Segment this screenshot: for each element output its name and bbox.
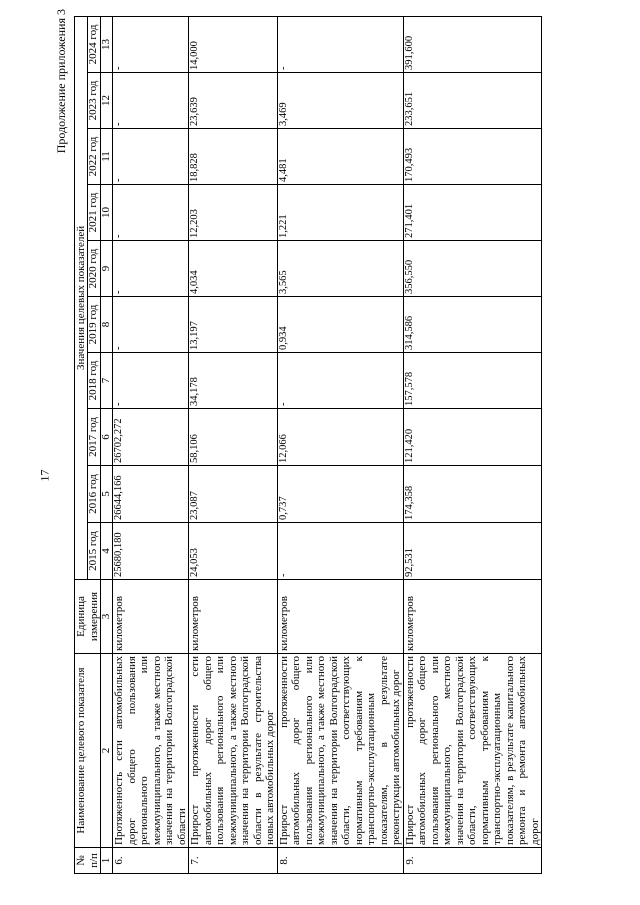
unit-cell: километров: [189, 580, 278, 654]
continuation-label: Продолжение приложения 3: [54, 9, 68, 154]
value-cell: 271,401: [403, 185, 542, 241]
value-cell: -: [113, 241, 189, 297]
header-year: 2016 год: [88, 466, 101, 523]
table-row: [113, 16, 189, 873]
value-cell: 4,481: [277, 129, 403, 185]
column-number: 4: [101, 523, 113, 580]
value-cell: 25680,180: [113, 523, 189, 580]
row-number: 7.: [189, 848, 278, 874]
value-cell: 121,420: [403, 409, 542, 466]
table-row: [189, 16, 278, 873]
header-year: 2018 год: [88, 353, 101, 409]
table-row: [403, 16, 542, 873]
value-cell: 92,531: [403, 523, 542, 580]
column-number: 9: [101, 241, 113, 297]
value-cell: -: [113, 297, 189, 353]
column-number: 3: [101, 580, 113, 654]
unit-cell: километров: [403, 580, 542, 654]
header-year: 2023 год: [88, 73, 101, 129]
value-cell: 26644,166: [113, 466, 189, 523]
value-cell: 4,034: [189, 241, 278, 297]
value-cell: -: [113, 16, 189, 72]
header-year: 2015 год: [88, 523, 101, 580]
indicator-name: Прирост протяженности автомобильных дорог общего пользования регионального или межмуниципального, а также местного значения на территории Волгоградской области, соответствующих нормативным требованиям к транспортно-эксплуатационным показателям, в результате реконструкции автомобильных дорог: [277, 654, 403, 848]
value-cell: 34,178: [189, 353, 278, 409]
value-cell: 233,651: [403, 73, 542, 129]
value-cell: 356,550: [403, 241, 542, 297]
row-number: 9.: [403, 848, 542, 874]
row-number: 6.: [113, 848, 189, 874]
value-cell: 13,197: [189, 297, 278, 353]
value-cell: 157,578: [403, 353, 542, 409]
value-cell: -: [277, 353, 403, 409]
value-cell: 23,087: [189, 466, 278, 523]
header-year: 2019 год: [88, 297, 101, 353]
value-cell: -: [277, 523, 403, 580]
header-year: 2022 год: [88, 129, 101, 185]
header-year: 2024 год: [88, 16, 101, 72]
indicator-name: Прирост протяженности сети автомобильных дорог общего пользования регионального или межмуниципального, а также местного значения на территории Волгоградской области в результате строительства новых автомобильных дорог: [189, 654, 278, 848]
value-cell: 12,203: [189, 185, 278, 241]
header-indicator-name: Наименование целевого показателя: [75, 654, 101, 848]
row-number: 8.: [277, 848, 403, 874]
value-cell: 0,934: [277, 297, 403, 353]
target-indicators-table: [74, 16, 542, 874]
column-number: 5: [101, 466, 113, 523]
column-number: 2: [101, 654, 113, 848]
header-unit: Единица измерения: [75, 580, 101, 654]
column-number: 8: [101, 297, 113, 353]
value-cell: 26702,272: [113, 409, 189, 466]
value-cell: 391,600: [403, 16, 542, 72]
value-cell: 58,106: [189, 409, 278, 466]
value-cell: -: [113, 73, 189, 129]
value-cell: 14,000: [189, 16, 278, 72]
column-number: 10: [101, 185, 113, 241]
value-cell: -: [113, 185, 189, 241]
column-number: 6: [101, 409, 113, 466]
column-number: 12: [101, 73, 113, 129]
value-cell: 23,639: [189, 73, 278, 129]
value-cell: -: [113, 353, 189, 409]
value-cell: -: [113, 129, 189, 185]
rotated-document-page: [48, 0, 603, 880]
value-cell: 18,828: [189, 129, 278, 185]
value-cell: 174,358: [403, 466, 542, 523]
header-year: 2017 год: [88, 409, 101, 466]
value-cell: 3,565: [277, 241, 403, 297]
column-number: 13: [101, 16, 113, 72]
indicator-name: Протяженность сети автомобильных дорог общего пользования регионального или межмуниципального, а также местного значения на территории Волгоградской области: [113, 654, 189, 848]
column-number: 7: [101, 353, 113, 409]
value-cell: 314,586: [403, 297, 542, 353]
page-number: 17: [37, 469, 52, 482]
indicator-name: Прирост протяженности автомобильных дорог общего пользования регионального или межмуниципального, местного значения на территории Волгоградской области, соответствующих нормативным требованиям к транспортно-эксплуатационным показателям, в результате капитального ремонта и ремонта автомобильных дорог: [403, 654, 542, 848]
value-cell: 0,737: [277, 466, 403, 523]
column-number: 1: [101, 848, 113, 874]
value-cell: 1,221: [277, 185, 403, 241]
table-row: [277, 16, 403, 873]
header-values: Значения целевых показателей: [75, 16, 88, 579]
value-cell: -: [277, 16, 403, 72]
value-cell: 3,469: [277, 73, 403, 129]
value-cell: 12,066: [277, 409, 403, 466]
header-year: 2021 год: [88, 185, 101, 241]
value-cell: 170,493: [403, 129, 542, 185]
column-number: 11: [101, 129, 113, 185]
header-year: 2020 год: [88, 241, 101, 297]
unit-cell: километров: [277, 580, 403, 654]
unit-cell: километров: [113, 580, 189, 654]
header-num: № п/п: [75, 848, 101, 874]
value-cell: 24,053: [189, 523, 278, 580]
